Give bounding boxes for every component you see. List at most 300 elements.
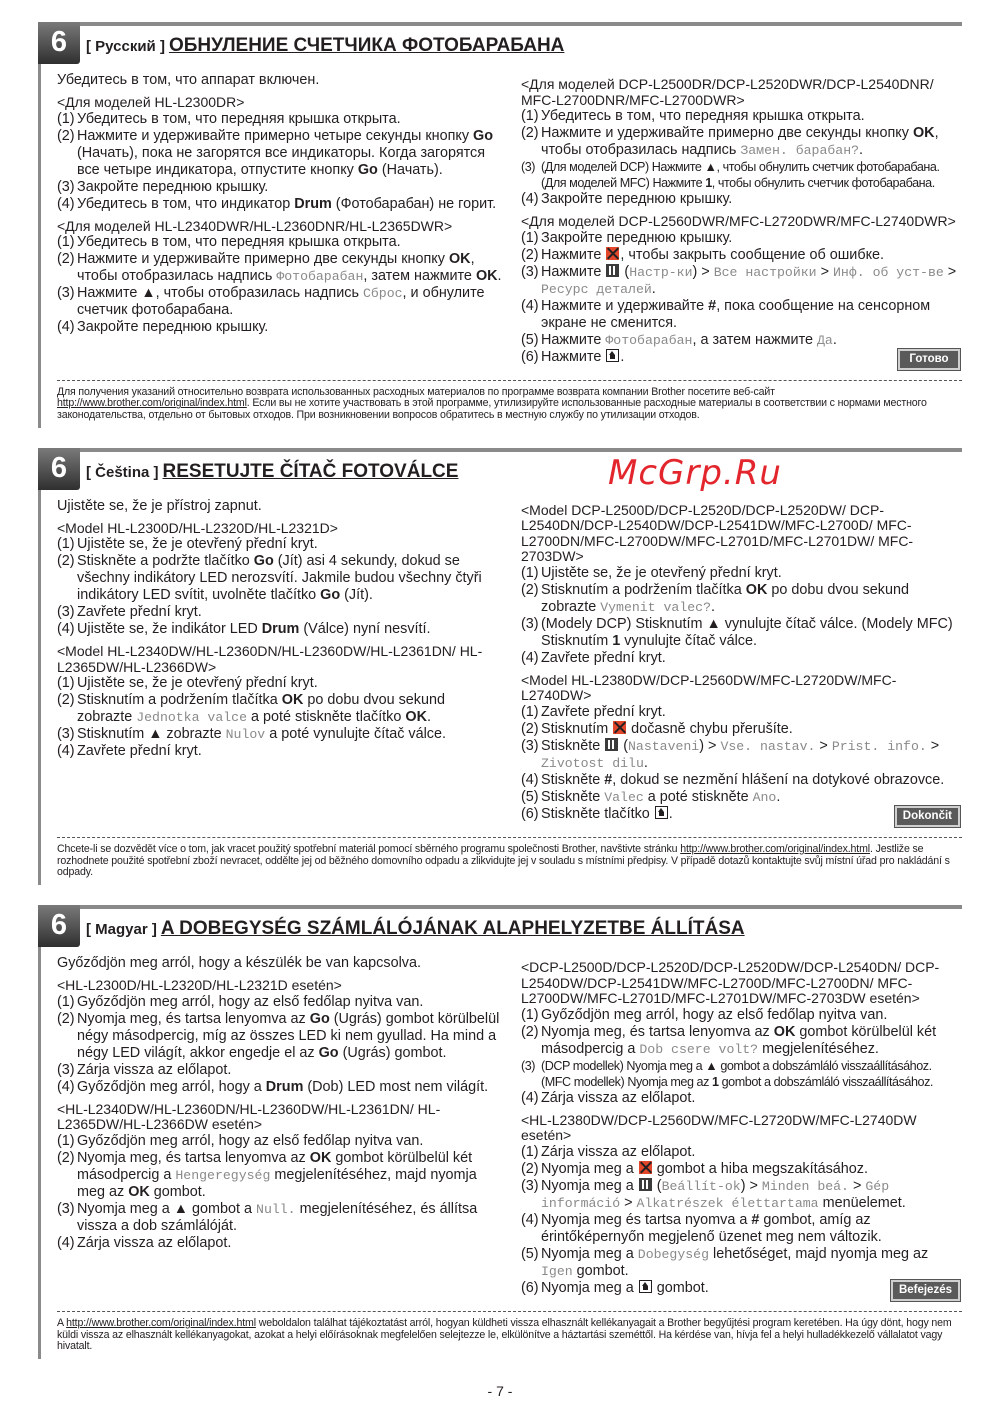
step-number: (2) xyxy=(57,251,75,267)
menu-icon xyxy=(606,264,619,277)
step-number: (4) xyxy=(521,1089,539,1106)
text-run: Nyomja meg, és tartsa lenyomva az xyxy=(541,1023,774,1040)
text-run: <Для моделей DCP-L2500DR/DCP-L2520DWR/DCP-L2540DNR/ MFC-L2700DNR/MFC-L2700DWR> xyxy=(521,76,934,108)
text-run: gombot. xyxy=(652,1279,709,1296)
dashed-divider xyxy=(57,380,962,381)
step-number: (5) xyxy=(521,1245,539,1262)
step-number: (2) xyxy=(521,1160,539,1177)
step-number: (1) xyxy=(57,675,75,692)
menu-icon xyxy=(639,1178,652,1191)
text-run: > xyxy=(816,263,833,280)
right-column xyxy=(521,498,962,827)
step-text xyxy=(541,230,962,247)
instruction-step xyxy=(521,582,962,616)
text-run: megjelenítéséhez, és állítsa vissza a dob számlálóját. xyxy=(77,1200,478,1234)
dashed-divider xyxy=(57,1311,962,1312)
text-run: gombot, amíg az érintőképernyőn megjelenő üzenet meg nem változik. xyxy=(541,1211,882,1245)
text-run: (Jít) asi 4 sekundy, dokud se všechny indikátory LED nerozsvítí. Jakmile budou všechny čtyři indikátory LED svítit, uvolněte tlačítko xyxy=(77,553,482,604)
text-run: gombot a dobszámláló visszaállításához. (MFC modellek) Nyomja meg az xyxy=(541,1058,932,1089)
text-run: <Для моделей HL-L2300DR> xyxy=(57,94,245,110)
key-label: Go xyxy=(320,587,341,604)
instruction-step xyxy=(57,536,502,553)
instruction-step xyxy=(57,1133,502,1150)
text-run: Nyomja meg a xyxy=(77,1200,174,1217)
step-number: (5) xyxy=(521,788,539,805)
two-column-body xyxy=(38,72,962,370)
lcd-message: Vse. nastav. xyxy=(720,738,816,754)
step-number: (1) xyxy=(57,536,75,553)
instruction-step xyxy=(521,1280,962,1301)
lcd-message: Ano xyxy=(752,789,777,805)
key-label: OK xyxy=(475,268,498,284)
section-2 xyxy=(38,905,962,1359)
x-icon xyxy=(613,721,626,734)
instruction-step xyxy=(521,704,962,721)
instruction-step xyxy=(57,128,502,179)
instruction-step xyxy=(521,1178,962,1212)
text-run: <Для моделей HL-L2340DWR/HL-L2360DNR/HL-L2365DWR> xyxy=(57,217,453,234)
step-text xyxy=(541,1007,962,1024)
section-left-rule xyxy=(38,448,41,885)
section-left-rule xyxy=(38,22,41,428)
step-text xyxy=(541,1090,962,1107)
text-run: Győződjön meg arról, hogy az első fedőlap nyitva van. xyxy=(77,1132,424,1149)
key-label: # xyxy=(604,771,613,788)
text-run: gombot körülbelül két másodpercig a xyxy=(77,1149,473,1183)
step-number: (4) xyxy=(521,1211,539,1228)
brother-recycling-link[interactable]: http://www.brother.com/original/index.html xyxy=(680,842,870,855)
step-number: (2) xyxy=(521,581,539,598)
step-text xyxy=(541,159,962,191)
instruction-step xyxy=(521,298,962,332)
text-run: Stiskněte a podržte tlačítko xyxy=(77,553,254,570)
lcd-message: Null. xyxy=(256,1201,296,1217)
text-run: ( xyxy=(652,1177,662,1194)
instruction-step xyxy=(57,1235,502,1252)
text-run: <Model DCP-L2500D/DCP-L2520D/DCP-L2520DW/ DCP-L2540DN/DCP-L2540DW/DCP-L2541DW/MFC-L2700D/ MFC-L2700DN/MFC-L2700DW/MFC-L2701D/MFC-L2701DW/ MFC-2703DW> xyxy=(521,501,914,565)
step-text xyxy=(541,616,962,650)
text-run: Zárja vissza az előlapot. xyxy=(77,1234,232,1251)
text-run: Ujistěte se, že je přístroj zapnut. xyxy=(57,497,262,514)
step-number: (4) xyxy=(521,771,539,788)
step-text xyxy=(541,789,962,806)
text-run: gombot a xyxy=(188,1200,257,1217)
text-run: <Model HL-L2340DW/HL-L2360DN/HL-L2360DW/HL-L2361DN/ HL-L2365DW/HL-L2366DW> xyxy=(57,643,483,675)
lcd-message: Ресурс деталей xyxy=(541,281,652,297)
left-column xyxy=(57,72,502,370)
left-column xyxy=(57,955,502,1301)
brother-recycling-link[interactable]: http://www.brother.com/original/index.html xyxy=(66,1316,256,1329)
step-number: (4) xyxy=(57,1078,75,1095)
section-left-rule xyxy=(38,905,41,1359)
step-number: (1) xyxy=(521,703,539,720)
x-icon xyxy=(606,247,619,260)
section-top-rule xyxy=(38,905,962,909)
text-run: <Model HL-L2380DW/DCP-L2560DW/MFC-L2720DW/MFC-L2740DW> xyxy=(521,671,897,704)
lcd-message: Jednotka valce xyxy=(136,710,247,726)
key-label: Drum xyxy=(265,1078,304,1095)
lcd-message: Все настройки xyxy=(713,264,817,280)
step-text xyxy=(77,1079,502,1096)
text-run: Нажмите xyxy=(541,263,606,280)
step-number: (3) xyxy=(521,737,539,754)
lcd-message: Замен. барабан? xyxy=(740,143,860,158)
text-run: . xyxy=(668,805,673,822)
step-number: (4) xyxy=(521,649,539,666)
text-run: <DCP-L2500D/DCP-L2520D/DCP-L2520DW/DCP-L2540DN/ DCP-L2540DW/DCP-L2541DW/MFC-L2700D/MFC-L2700DN/ MFC-L2700DW/MFC-L2701D/MFC-L2701DW/MFC-2703DW esetén> xyxy=(521,959,940,1007)
instruction-step xyxy=(57,285,502,319)
text-run: Нажмите xyxy=(541,348,606,365)
text-run: , чтобы отобразилась надпись xyxy=(77,251,475,284)
step-text xyxy=(541,125,962,159)
step-text xyxy=(77,726,502,743)
text-run: gombot körülbelül két másodpercig a xyxy=(541,1023,937,1057)
text-run: Stiskněte xyxy=(541,788,605,805)
instruction-step xyxy=(521,789,962,806)
instruction-step xyxy=(521,721,962,738)
text-run: vynulujte čítač válce. xyxy=(620,632,757,649)
lcd-message: Nulov xyxy=(225,727,266,743)
text-run: . xyxy=(620,348,625,365)
text-run: Нажмите xyxy=(541,331,606,348)
step-number: (1) xyxy=(521,564,539,581)
instruction-step xyxy=(57,1201,502,1235)
two-column-body xyxy=(38,955,962,1301)
text-run: <HL-L2340DW/HL-L2360DN/HL-L2360DW/HL-L2361DN/ HL-L2365DW/HL-L2366DW esetén> xyxy=(57,1100,441,1133)
step-number-badge: 6 xyxy=(38,22,80,64)
step-number: (3) xyxy=(521,1058,536,1073)
home-icon xyxy=(655,806,668,819)
two-column-body xyxy=(38,498,962,827)
lcd-message: Igen xyxy=(541,1263,573,1279)
text-run: lehetőséget, majd nyomja meg az xyxy=(709,1245,929,1262)
text-run: Nyomja meg, és tartsa lenyomva az xyxy=(77,1010,310,1027)
instruction-step xyxy=(521,125,962,159)
text-run: megjelenítéséhez. xyxy=(758,1040,879,1057)
step-text xyxy=(77,692,502,726)
text-run: a poté stiskněte xyxy=(643,788,753,805)
right-column xyxy=(521,955,962,1301)
text-run: (Jít). xyxy=(340,587,373,604)
note-text: Для получения указаний относительно возврата использованных расходных материалов по программе возврата компании Brother посетите веб-сайт xyxy=(57,385,775,398)
text-run: . xyxy=(643,754,648,771)
lcd-message: Vymenit valec? xyxy=(600,599,711,615)
text-run: vynulujte čítač válce. (Modely MFC) Stisknutím xyxy=(541,615,953,649)
step-text xyxy=(541,704,962,721)
text-run: . xyxy=(776,788,781,805)
step-number-badge: 6 xyxy=(38,448,80,490)
lcd-message: Сброс xyxy=(362,286,403,301)
instruction-step xyxy=(57,319,502,336)
section-title xyxy=(86,35,564,57)
text-run: Ujistěte se, že je otevřený přední kryt. xyxy=(541,564,782,581)
step-number: (4) xyxy=(57,621,75,638)
lcd-message: Gép információ xyxy=(541,1178,890,1211)
step-text xyxy=(541,721,962,738)
text-run: Stiskněte tlačítko xyxy=(541,805,654,822)
text-run: Győződjön meg arról, hogy az első fedőlap nyitva van. xyxy=(541,1006,888,1023)
step-text xyxy=(541,1178,962,1212)
step-number-badge: 6 xyxy=(38,905,80,947)
text-run: Zavřete přední kryt. xyxy=(77,743,202,760)
key-label: ▲ xyxy=(704,160,717,174)
text-run: Нажмите xyxy=(77,285,142,301)
section-heading: ОБНУЛЕНИЕ СЧЕТЧИКА ФОТОБАРАБАНА xyxy=(168,35,565,56)
finish-button: Dokončit xyxy=(895,806,960,827)
instruction-step xyxy=(57,1079,502,1096)
model-heading xyxy=(57,644,502,675)
lcd-message: Да xyxy=(817,332,833,348)
instruction-step xyxy=(521,616,962,650)
instruction-step xyxy=(521,1161,962,1178)
step-text xyxy=(77,111,502,128)
instruction-step xyxy=(521,1024,962,1058)
step-text xyxy=(541,806,887,823)
text-run: Győződjön meg arról, hogy a xyxy=(77,1078,266,1095)
text-run: . xyxy=(832,331,837,348)
step-text xyxy=(77,319,502,336)
model-heading xyxy=(521,214,962,230)
step-text xyxy=(77,234,502,251)
text-run: , чтобы обнулить счетчик фотобарабана. (Для моделей MFC) Нажмите xyxy=(541,160,940,190)
step-number: (3) xyxy=(57,726,75,743)
key-label: OK xyxy=(309,1149,332,1166)
instruction-step xyxy=(521,108,962,125)
step-number: (2) xyxy=(57,553,75,570)
text-run: (Modely DCP) Stisknutím xyxy=(541,615,707,632)
step-number: (2) xyxy=(57,692,75,709)
lcd-message: Инф. об уст-ве xyxy=(833,264,944,280)
lcd-message: Beállít-ok xyxy=(661,1178,741,1194)
step-text xyxy=(541,1024,962,1058)
key-label: ▲ xyxy=(705,1058,718,1073)
text-run: Нажмите xyxy=(541,246,606,263)
step-number: (3) xyxy=(57,1061,75,1078)
step-text xyxy=(77,179,502,196)
step-text xyxy=(541,1144,962,1161)
brother-recycling-link[interactable]: http://www.brother.com/original/index.html xyxy=(57,397,247,410)
instruction-step xyxy=(521,650,962,667)
text-run: megjelenítéséhez, majd nyomja meg az xyxy=(77,1166,477,1200)
key-label: Drum xyxy=(294,195,332,212)
text-run: Stisknutím a podržením tlačítka xyxy=(77,692,282,709)
instruction-step xyxy=(57,604,502,621)
step-number: (1) xyxy=(57,1132,75,1149)
watermark: McGrp.Ru xyxy=(608,452,782,493)
instruction-step xyxy=(521,1246,962,1280)
text-run: ) > xyxy=(692,263,714,280)
text-run: <HL-L2300D/HL-L2320D/HL-L2321D esetén> xyxy=(57,977,342,994)
step-text xyxy=(77,604,502,621)
step-number: (1) xyxy=(521,229,539,246)
lcd-message: Фотобарабан xyxy=(605,332,693,348)
text-run: . xyxy=(497,268,502,284)
text-run: . xyxy=(426,709,431,726)
step-text xyxy=(77,994,502,1011)
text-run: (Начать), пока не загорятся все индикаторы. Когда загорятся все четыре индикатора, отпустите кнопку xyxy=(77,144,486,178)
recycling-note xyxy=(57,1318,957,1353)
text-run: . xyxy=(651,280,656,297)
recycling-note xyxy=(57,387,957,422)
lcd-message: Фотобарабан xyxy=(276,269,364,284)
instruction-step xyxy=(521,264,962,298)
step-number: (4) xyxy=(521,191,539,207)
step-number: (3) xyxy=(57,1200,75,1217)
text-run: Нажмите и удерживайте xyxy=(541,297,709,314)
step-number: (4) xyxy=(57,195,75,212)
key-label: 1 xyxy=(612,632,621,649)
key-label: # xyxy=(751,1211,760,1228)
language-label: [ Čeština ] xyxy=(86,463,159,481)
text-run: Нажмите и удерживайте примерно две секунды кнопку xyxy=(541,125,913,141)
lcd-message: Valec xyxy=(604,789,644,805)
lcd-message: Dobegység xyxy=(637,1246,710,1262)
step-number: (2) xyxy=(521,246,539,263)
step-text xyxy=(541,191,962,208)
step-number: (1) xyxy=(521,1006,539,1023)
text-run: Zárja vissza az előlapot. xyxy=(541,1143,696,1160)
step-number: (3) xyxy=(521,263,539,280)
text-run: Zavřete přední kryt. xyxy=(77,604,202,621)
model-heading xyxy=(521,1113,962,1144)
note-text: . Jestliže se rozhodnete použité spotřební zboží nevracet, oddělte jej od běžného domovního odpadu a zlikvidujte jej v souladu s místními předpisy. V případě dotazů kontaktujte svůj místní úřad pro nakládání s odpady. xyxy=(57,842,950,879)
text-run: gombot. xyxy=(572,1262,629,1279)
text-run: , пока сообщение на сенсорном экране не сменится. xyxy=(541,297,931,331)
note-text: Chcete-li se dozvědět více o tom, jak vracet použitý spotřební materiál pomocí sběrného programu společnosti Brother, navštivte stránku xyxy=(57,842,681,855)
lcd-message: Hengeregység xyxy=(175,1167,271,1183)
lcd-message: Dob csere volt? xyxy=(639,1041,759,1057)
text-run: (Фотобарабан) не горит. xyxy=(331,195,497,212)
instruction-step xyxy=(521,247,962,264)
instruction-step xyxy=(57,234,502,251)
text-run: > xyxy=(620,1194,637,1211)
key-label: Go xyxy=(357,161,378,178)
instruction-step xyxy=(521,230,962,247)
instruction-step xyxy=(57,1150,502,1201)
text-run: Убедитесь в том, что индикатор xyxy=(77,195,295,212)
text-run: (Ugrás) gombot. xyxy=(338,1044,447,1061)
key-label: 1 xyxy=(705,176,712,190)
text-run: gombot. xyxy=(149,1183,206,1200)
text-run: ) > xyxy=(740,1177,762,1194)
finish-button: Готово xyxy=(898,349,960,370)
text-run: (Для моделей DCP) Нажмите xyxy=(541,160,705,174)
text-run: Zavřete přední kryt. xyxy=(541,703,666,720)
step-text xyxy=(77,675,502,692)
text-run: dočasně chybu přerušíte. xyxy=(627,720,793,737)
step-text xyxy=(541,1280,883,1297)
step-text xyxy=(541,565,962,582)
step-number: (2) xyxy=(521,125,539,141)
finish-button: Befejezés xyxy=(891,1280,960,1301)
step-text xyxy=(541,1161,962,1178)
text-run: Győződjön meg arról, hogy a készülék be van kapcsolva. xyxy=(57,955,421,972)
note-text: weboldalon találhat tájékoztatást arról, hogyan küldheti vissza elhasznált kellékanyagait a Brother begyűjtési program keretében. Ha úgy dönt, hogy nem küldi vissza az elhasznált kellékanyagokat, azokat a helyi előírásoknak megfelelően selejtezze le, elkülönítve a háztartási szeméttől. Ha kérdése van, hívja fel a helyi hulladékkezelő vállalatot vagy hivatalt. xyxy=(57,1316,952,1353)
text-run: Закройте переднюю крышку. xyxy=(541,229,733,246)
text-run: Stiskněte xyxy=(541,737,605,754)
text-run: Stiskněte xyxy=(541,771,605,788)
key-label: OK xyxy=(128,1183,150,1200)
text-run: Нажмите и удерживайте примерно две секунды кнопку xyxy=(77,251,449,267)
step-text xyxy=(541,298,962,332)
key-label: Go xyxy=(253,553,274,570)
model-heading xyxy=(57,219,502,235)
lcd-message: Настр-ки xyxy=(629,264,693,280)
intro-text xyxy=(57,955,502,972)
text-run: a poté stiskněte tlačítko xyxy=(247,709,406,726)
step-text xyxy=(77,621,502,638)
x-icon xyxy=(639,1161,652,1174)
text-run: , затем нажмите xyxy=(363,268,476,284)
instruction-step xyxy=(521,1058,962,1090)
step-number: (3) xyxy=(521,1177,539,1194)
lcd-message: Nastaveni xyxy=(628,738,700,754)
key-label: ▲ xyxy=(148,726,163,743)
step-number: (3) xyxy=(57,178,75,195)
model-heading xyxy=(521,77,962,108)
step-text xyxy=(77,553,502,604)
key-label: OK xyxy=(448,251,471,267)
step-number: (4) xyxy=(57,319,75,335)
text-run: Nyomja meg a xyxy=(541,1160,638,1177)
step-text xyxy=(541,349,890,366)
step-text xyxy=(77,743,502,760)
key-label: OK xyxy=(281,692,304,709)
step-number: (1) xyxy=(521,1143,539,1160)
text-run: Nyomja meg és tartsa nyomva a xyxy=(541,1211,752,1228)
section-title xyxy=(86,918,745,940)
step-number: (4) xyxy=(57,743,75,760)
instruction-step xyxy=(521,349,962,370)
step-text xyxy=(541,332,962,349)
step-text xyxy=(77,1201,502,1235)
step-text xyxy=(77,285,502,319)
step-number: (5) xyxy=(521,331,539,348)
key-label: ▲ xyxy=(141,285,156,301)
text-run: po dobu dvou sekund zobrazte xyxy=(77,692,445,726)
model-heading xyxy=(57,1102,502,1133)
intro-text xyxy=(57,498,502,515)
text-run: Stisknutím xyxy=(541,720,613,737)
language-label: [ Magyar ] xyxy=(86,921,157,939)
text-run: Ujistěte se, že indikátor LED xyxy=(77,621,262,638)
section-1 xyxy=(38,448,962,885)
text-run: Закройте переднюю крышку. xyxy=(541,191,733,207)
lcd-message: Zivotost dilu xyxy=(541,755,644,771)
text-run: (Dob) LED most nem világít. xyxy=(303,1078,489,1095)
lcd-message: Alkatrészek élettartama xyxy=(636,1195,819,1211)
step-text xyxy=(541,738,962,772)
step-text xyxy=(541,1246,962,1280)
text-run: , а затем нажмите xyxy=(692,331,818,348)
text-run: Zavřete přední kryt. xyxy=(541,649,666,666)
key-label: Go xyxy=(318,1044,339,1061)
instruction-step xyxy=(521,159,962,191)
instruction-step xyxy=(57,726,502,743)
text-run: <HL-L2380DW/DCP-L2560DW/MFC-L2720DW/MFC-L2740DW esetén> xyxy=(521,1111,917,1144)
step-text xyxy=(541,247,962,264)
key-label: ▲ xyxy=(706,615,721,632)
step-number: (3) xyxy=(521,160,536,174)
section-top-rule xyxy=(38,22,962,26)
key-label: ▲ xyxy=(173,1200,189,1217)
step-text xyxy=(77,1011,502,1062)
step-number: (1) xyxy=(521,108,539,124)
text-run: , и обнулите счетчик фотобарабана. xyxy=(77,285,485,318)
instruction-step xyxy=(521,191,962,208)
instruction-step xyxy=(57,994,502,1011)
text-run: Stisknutím a podržením tlačítka xyxy=(541,581,746,598)
